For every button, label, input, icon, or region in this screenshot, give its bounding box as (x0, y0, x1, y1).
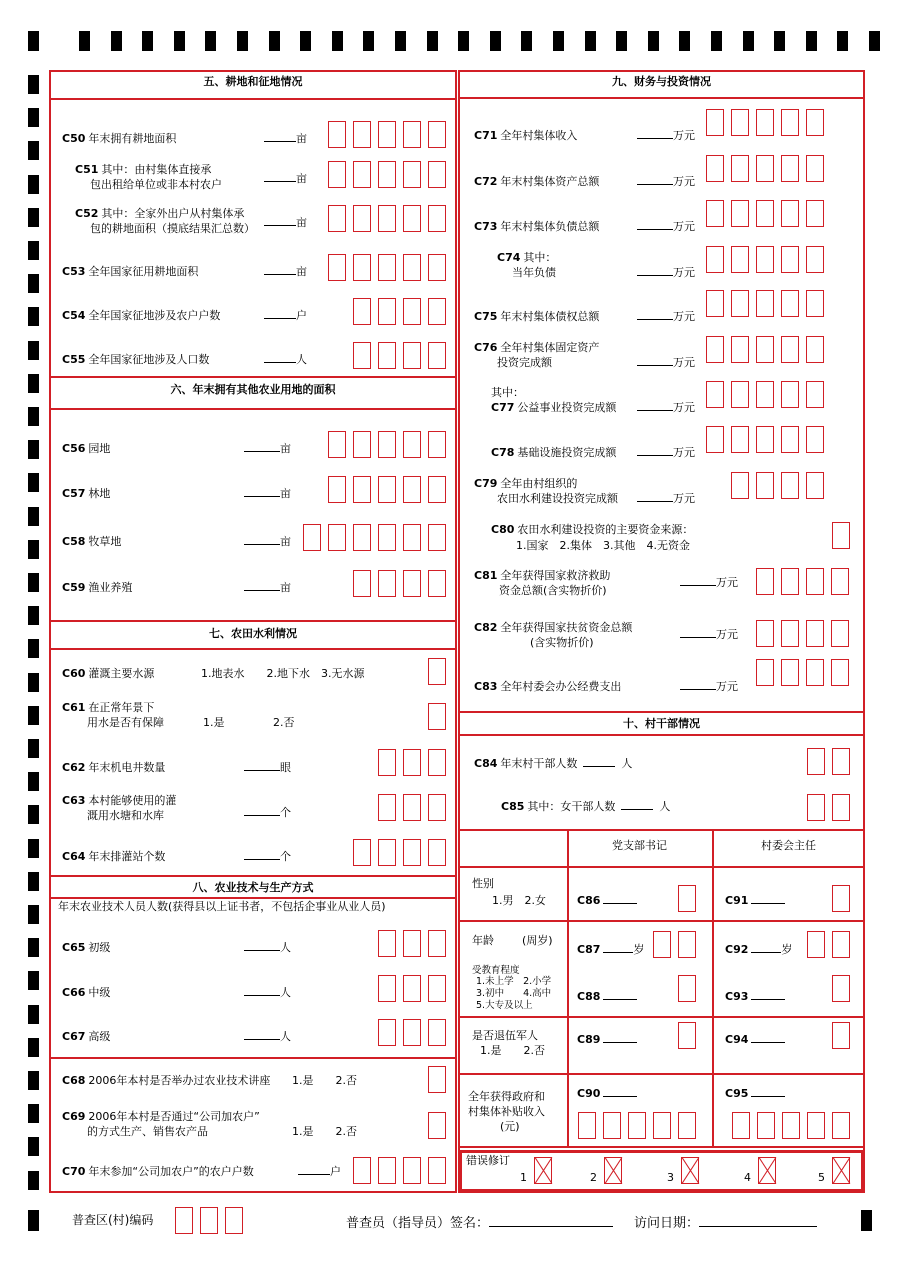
s8-row-0-label: C65 初级 (62, 941, 111, 954)
s8-row-2-boxes[interactable] (378, 1019, 453, 1046)
c60-options: 1.地表水 2.地下水 3.无水源 (201, 667, 365, 680)
c74-label: C74 其中： (497, 251, 557, 264)
c80-options: 1.国家 2.集体 3.其他 4.无资金 (516, 539, 690, 552)
gender-label: 性别 (472, 877, 494, 890)
c86-box[interactable] (678, 885, 703, 912)
section5-title: 五、耕地和征地情况 (203, 75, 303, 88)
c77-unit: 万元 (637, 400, 695, 415)
c62-boxes[interactable] (378, 749, 453, 776)
s5-row-3-boxes[interactable] (328, 254, 453, 281)
s8-row-1-label: C66 中级 (62, 986, 111, 999)
c72-label: C72 年末村集体资产总额 (474, 175, 600, 188)
c76-boxes[interactable] (706, 336, 831, 363)
c63-label: C63 本村能够使用的灌 (62, 794, 177, 807)
c71-boxes[interactable] (706, 109, 831, 136)
c87-label: C87 岁 (577, 943, 645, 956)
gender-options: 1.男 2.女 (492, 894, 546, 907)
c81-label-2: 资金总额(含实物折价) (499, 584, 607, 597)
s8-row-1-boxes[interactable] (378, 975, 453, 1002)
c95-label: C95 (725, 1086, 785, 1101)
c77-prefix: 其中： (491, 386, 524, 399)
c80-box[interactable] (832, 522, 857, 549)
c85-label: C85 其中：女干部人数 人 (501, 800, 671, 813)
edu-options-3: 5.大专及以上 (476, 1000, 533, 1011)
c61-opt2: 2.否 (273, 716, 295, 729)
s5-row-2-boxes[interactable] (328, 205, 453, 232)
edu-options-2: 3.初中 4.高中 (476, 988, 552, 999)
s5-row-2-unit: 亩 (264, 215, 307, 230)
corner-mark-right (861, 1210, 872, 1231)
s6-row-0-boxes[interactable] (328, 431, 453, 458)
s5-row-0-unit: 亩 (264, 131, 307, 146)
c91-box[interactable] (832, 885, 857, 912)
c81-boxes[interactable] (756, 568, 856, 595)
c83-unit: 万元 (680, 679, 738, 694)
c61-label: C61 在正常年景下 (62, 701, 155, 714)
village-code-boxes[interactable] (175, 1207, 250, 1234)
enumerator-signature[interactable]: 普查员（指导员）签名： (346, 1216, 613, 1231)
c83-boxes[interactable] (756, 659, 856, 686)
c94-box[interactable] (832, 1022, 857, 1049)
s8-row-2-label: C67 高级 (62, 1030, 111, 1043)
error-num-3: 3 (667, 1171, 674, 1184)
s5-row-3-label: C53 全年国家征用耕地面积 (62, 265, 199, 278)
s5-row-1-label-2: 包出租给单位或非本村农户 (90, 178, 222, 191)
c70-unit: 户 (298, 1164, 341, 1179)
error-box-4[interactable] (758, 1157, 783, 1184)
error-num-5: 5 (818, 1171, 825, 1184)
c78-boxes[interactable] (706, 426, 831, 453)
c83-label: C83 全年村委会办公经费支出 (474, 680, 622, 693)
c76-unit: 万元 (637, 355, 695, 370)
col-party-secretary: 党支部书记 (612, 839, 667, 852)
c69-label-2: 的方式生产、销售农产品 (87, 1125, 208, 1138)
c61-opt1: 1.是 (203, 716, 225, 729)
c72-boxes[interactable] (706, 155, 831, 182)
c77-label: C77 公益事业投资完成额 (491, 401, 617, 414)
c78-label: C78 基础设施投资完成额 (491, 446, 617, 459)
c73-label: C73 年末村集体负债总额 (474, 220, 600, 233)
section9-title: 九、财务与投资情况 (612, 75, 711, 88)
c90-boxes[interactable] (578, 1112, 703, 1139)
c76-label: C76 全年村集体固定资产 (474, 341, 600, 354)
c84-label: C84 年末村干部人数 人 (474, 757, 633, 770)
c72-unit: 万元 (637, 174, 695, 189)
s5-row-1-boxes[interactable] (328, 161, 453, 188)
c63-unit: 个 (244, 805, 291, 820)
subsidy-label-1: 全年获得政府和 (468, 1090, 545, 1103)
c71-unit: 万元 (637, 128, 695, 143)
c69-options: 1.是 2.否 (292, 1125, 357, 1138)
error-num-2: 2 (590, 1171, 597, 1184)
s8-row-0-boxes[interactable] (378, 930, 453, 957)
c61-box[interactable] (428, 703, 453, 730)
s8-row-0-unit: 人 (244, 940, 291, 955)
section8-title: 八、农业技术与生产方式 (192, 881, 314, 894)
corner-mark-left (28, 1210, 39, 1231)
s5-row-5-label: C55 全年国家征地涉及人口数 (62, 353, 210, 366)
c62-label: C62 年末机电井数量 (62, 761, 166, 774)
c81-unit: 万元 (680, 575, 738, 590)
c89-label: C89 (577, 1032, 637, 1047)
c70-boxes[interactable] (353, 1157, 453, 1184)
error-correction-label: 错误修订 (466, 1154, 510, 1167)
c74-unit: 万元 (637, 265, 695, 280)
c64-boxes[interactable] (353, 839, 453, 866)
veteran-label: 是否退伍军人 (472, 1029, 538, 1042)
s5-row-1-label: C51 其中：由村集体直接承 (75, 163, 212, 176)
c60-label: C60 灌溉主要水源 (62, 667, 155, 680)
s6-row-2-label: C58 牧草地 (62, 535, 122, 548)
visit-date[interactable]: 访问日期： (634, 1216, 817, 1231)
error-num-1: 1 (520, 1171, 527, 1184)
s5-row-3-unit: 亩 (264, 264, 307, 279)
c94-label: C94 (725, 1032, 785, 1047)
c64-label: C64 年末排灌站个数 (62, 850, 166, 863)
c75-boxes[interactable] (706, 290, 831, 317)
s6-row-3-label: C59 渔业养殖 (62, 581, 133, 594)
c63-boxes[interactable] (378, 794, 453, 821)
s6-row-2-boxes[interactable] (303, 524, 453, 551)
section7-title: 七、农田水利情况 (209, 627, 297, 640)
c63-label-2: 溉用水塘和水库 (87, 809, 164, 822)
c74-boxes[interactable] (706, 246, 831, 273)
c82-label-2: (含实物折价) (530, 636, 594, 649)
s6-row-2-unit: 亩 (244, 534, 291, 549)
c79-unit: 万元 (637, 491, 695, 506)
subsidy-label-2: 村集体补贴收入 (468, 1105, 545, 1118)
c85-boxes[interactable] (807, 794, 857, 821)
error-box-2[interactable] (604, 1157, 629, 1184)
s5-row-2-label: C52 其中：全家外出户从村集体承 (75, 207, 245, 220)
c89-box[interactable] (678, 1022, 703, 1049)
c71-label: C71 全年村集体收入 (474, 129, 578, 142)
s5-row-2-label-2: 包的耕地面积（摸底结果汇总数） (90, 222, 255, 235)
edu-options-1: 1.未上学 2.小学 (476, 976, 552, 987)
c79-boxes[interactable] (731, 472, 831, 499)
c91-label: C91 (725, 893, 785, 908)
c90-label: C90 (577, 1086, 637, 1101)
section6-title: 六、年末拥有其他农业用地的面积 (170, 383, 336, 396)
village-code-label: 普查区(村)编码 (72, 1213, 154, 1227)
c80-label: C80 农田水利建设投资的主要资金来源： (491, 523, 694, 536)
c93-label: C93 (725, 989, 785, 1004)
c74-label-2: 当年负债 (512, 266, 556, 279)
edu-label: 受教育程度 (472, 965, 520, 976)
section10-title: 十、村干部情况 (623, 717, 700, 730)
age-label: 年龄 (周岁) (472, 934, 553, 947)
s5-row-4-label: C54 全年国家征地涉及农户户数 (62, 309, 221, 322)
c92-label: C92 岁 (725, 943, 793, 956)
s6-row-1-unit: 亩 (244, 486, 291, 501)
s6-row-3-unit: 亩 (244, 580, 291, 595)
c77-boxes[interactable] (706, 381, 831, 408)
c69-box[interactable] (428, 1112, 453, 1139)
s6-row-3-boxes[interactable] (353, 570, 453, 597)
veteran-options: 1.是 2.否 (480, 1044, 545, 1057)
c82-label: C82 全年获得国家扶贫资金总额 (474, 621, 633, 634)
c76-label-2: 投资完成额 (497, 356, 552, 369)
s5-row-1-unit: 亩 (264, 171, 307, 186)
s5-row-4-unit: 户 (264, 308, 307, 323)
c78-unit: 万元 (637, 445, 695, 460)
c88-label: C88 (577, 989, 637, 1004)
c93-box[interactable] (832, 975, 857, 1002)
c64-unit: 个 (244, 849, 291, 864)
c88-box[interactable] (678, 948, 703, 1002)
s5-row-4-boxes[interactable] (353, 298, 453, 325)
s6-row-1-boxes[interactable] (328, 476, 453, 503)
c92-boxes[interactable] (807, 931, 857, 958)
c73-unit: 万元 (637, 219, 695, 234)
c95-boxes[interactable] (732, 1112, 857, 1139)
col-committee-director: 村委会主任 (761, 839, 816, 852)
s6-row-1-label: C57 林地 (62, 487, 111, 500)
c73-boxes[interactable] (706, 200, 831, 227)
c82-unit: 万元 (680, 627, 738, 642)
error-box-1[interactable] (534, 1157, 559, 1184)
c68-label: C68 2006年本村是否举办过农业技术讲座 (62, 1074, 271, 1087)
section8-subtitle: 年末农业技术人员人数(获得县以上证书者，不包括企事业从业人员) (58, 900, 386, 913)
c60-box[interactable] (428, 658, 453, 685)
c68-options: 1.是 2.否 (292, 1074, 357, 1087)
s5-row-0-label: C50 年末拥有耕地面积 (62, 132, 177, 145)
c75-label: C75 年末村集体债权总额 (474, 310, 600, 323)
s6-row-0-unit: 亩 (244, 441, 291, 456)
c62-unit: 眼 (244, 760, 291, 775)
s8-row-1-unit: 人 (244, 985, 291, 1000)
c86-label: C86 (577, 893, 637, 908)
c68-box[interactable] (428, 1066, 453, 1093)
c75-unit: 万元 (637, 309, 695, 324)
c84-boxes[interactable] (807, 748, 857, 775)
c79-label: C79 全年由村组织的 (474, 477, 578, 490)
c69-label: C69 2006年本村是否通过“公司加农户” (62, 1110, 260, 1123)
error-num-4: 4 (744, 1171, 751, 1184)
c82-boxes[interactable] (756, 620, 856, 647)
c81-label: C81 全年获得国家救济救助 (474, 569, 611, 582)
c61-label-2: 用水是否有保障 (87, 716, 164, 729)
subsidy-label-3: (元) (500, 1120, 520, 1133)
s8-row-2-unit: 人 (244, 1029, 291, 1044)
s5-row-0-boxes[interactable] (328, 121, 453, 148)
s6-row-0-label: C56 园地 (62, 442, 111, 455)
s5-row-5-boxes[interactable] (353, 342, 453, 369)
c70-label: C70 年末参加“公司加农户”的农户户数 (62, 1165, 254, 1178)
error-box-3[interactable] (681, 1157, 706, 1184)
c79-label-2: 农田水利建设投资完成额 (497, 492, 618, 505)
s5-row-5-unit: 人 (264, 352, 307, 367)
error-box-5[interactable] (832, 1157, 857, 1184)
